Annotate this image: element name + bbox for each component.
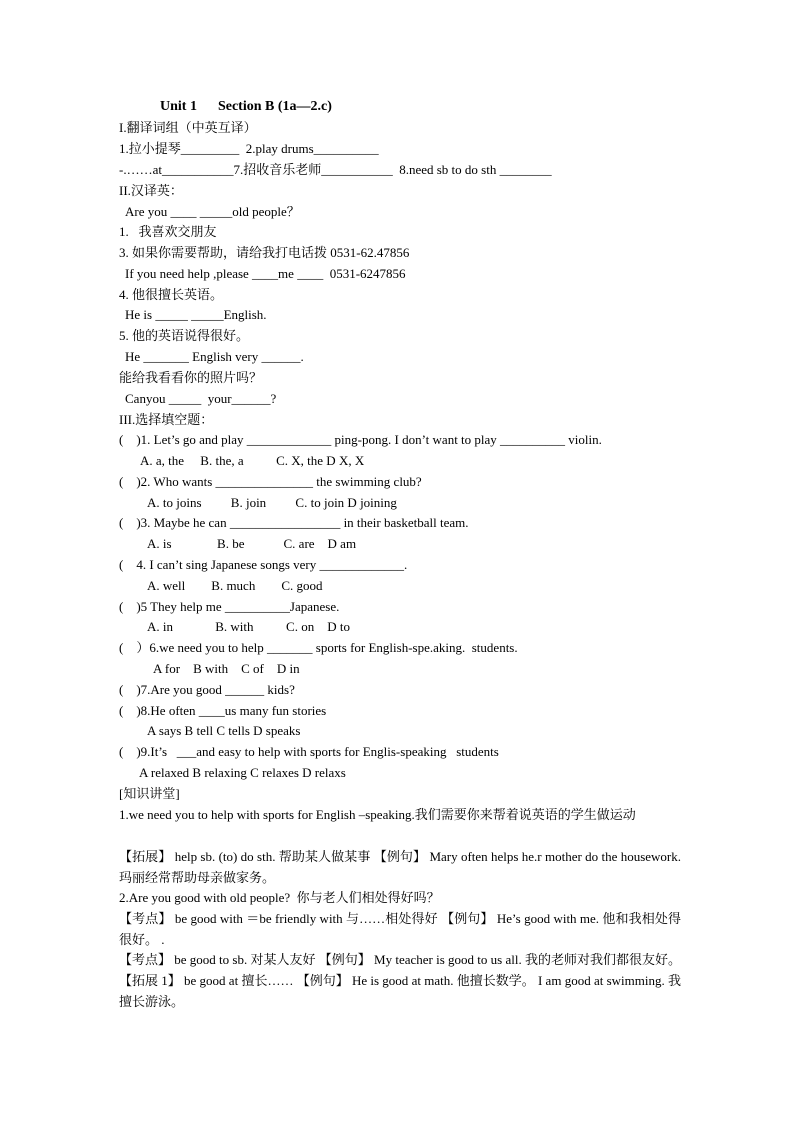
question-line: ( 4. I can’t sing Japanese songs very _____________. xyxy=(119,557,408,572)
options-line: A. in B. with C. on D to xyxy=(147,619,350,634)
text-line: 4. 他很擅长英语。 xyxy=(119,287,224,302)
section-heading: III.选择填空题： xyxy=(119,412,214,427)
section-heading: [知识讲堂] xyxy=(119,786,180,801)
note-paragraph: 【考点】 be good with ＝be friendly with 与……相处得好 【例句】 He’s good with me. 他和我相处得很好。 . xyxy=(119,911,681,947)
note-paragraph: 【拓展】 help sb. (to) do sth. 帮助某人做某事 【例句】 Mary often helps he.r mother do the housework. 玛丽经常帮助母亲做家务。 xyxy=(119,849,681,885)
page-title: Unit 1 Section B (1a—2.c) xyxy=(160,99,332,114)
note-paragraph: 1.we need you to help with sports for English –speaking.我们需要你来帮着说英语的学生做运动 xyxy=(119,807,636,822)
options-line: A for B with C of D in xyxy=(153,661,300,676)
question-line: ( )9.It’s ___and easy to help with sports for Englis-speaking students xyxy=(119,744,499,759)
options-line: A relaxed B relaxing C relaxes D relaxs xyxy=(139,765,346,780)
question-line: ( )2. Who wants _______________ the swimming club? xyxy=(119,474,422,489)
text-line: 5. 他的英语说得很好。 xyxy=(119,328,250,343)
note-paragraph: 【考点】 be good to sb. 对某人友好 【例句】 My teacher is good to us all. 我的老师对我们都很友好。 【拓展 1】 be good at 擅长…… 【例句】 He is good at math. 他擅长数学。 I am good at swimming. 我擅长游泳。 xyxy=(119,952,681,1009)
section-heading: II.汉译英： xyxy=(119,183,183,198)
text-line: 能给我看看你的照片吗？ xyxy=(119,370,263,385)
question-line: ( )1. Let’s go and play _____________ ping-pong. I don’t want to play __________ violin. xyxy=(119,432,602,447)
text-line: He is _____ _____English. xyxy=(125,307,267,322)
text-line: 3. 如果你需要帮助，请给我打电话拨 0531-62.47856 xyxy=(119,245,410,260)
text-line: He _______ English very ______. xyxy=(125,349,304,364)
text-line: 1.拉小提琴_________ 2.play drums__________ xyxy=(119,141,379,156)
options-line: A. well B. much C. good xyxy=(147,578,323,593)
question-line: ( )3. Maybe he can _________________ in their basketball team. xyxy=(119,515,469,530)
options-line: A. to joins B. join C. to join D joining xyxy=(147,495,397,510)
options-line: A says B tell C tells D speaks xyxy=(147,723,301,738)
question-line: ( )7.Are you good ______ kids? xyxy=(119,682,295,697)
text-line: -.……at___________7.招收音乐老师___________ 8.need sb to do sth ________ xyxy=(119,162,552,177)
section-heading: I.翻译词组（中英互译） xyxy=(119,120,257,135)
question-line: ( )8.He often ____us many fun stories xyxy=(119,703,327,718)
options-line: A. is B. be C. are D am xyxy=(147,536,357,551)
options-line: A. a, the B. the, a C. X, the D X, X xyxy=(140,453,365,468)
text-line: Are you ____ _____old people？ xyxy=(125,204,300,219)
question-line: ( )5 They help me __________Japanese. xyxy=(119,599,340,614)
text-line: Canyou _____ your______? xyxy=(125,391,277,406)
question-line: ( ）6.we need you to help _______ sports for English-spe.aking. students. xyxy=(119,640,518,655)
text-line: If you need help ,please ____me ____ 0531-6247856 xyxy=(125,266,406,281)
text-line: 1. 我喜欢交朋友 xyxy=(119,224,217,239)
note-line: 2.Are you good with old people? 你与老人们相处得好吗？ xyxy=(119,890,440,905)
